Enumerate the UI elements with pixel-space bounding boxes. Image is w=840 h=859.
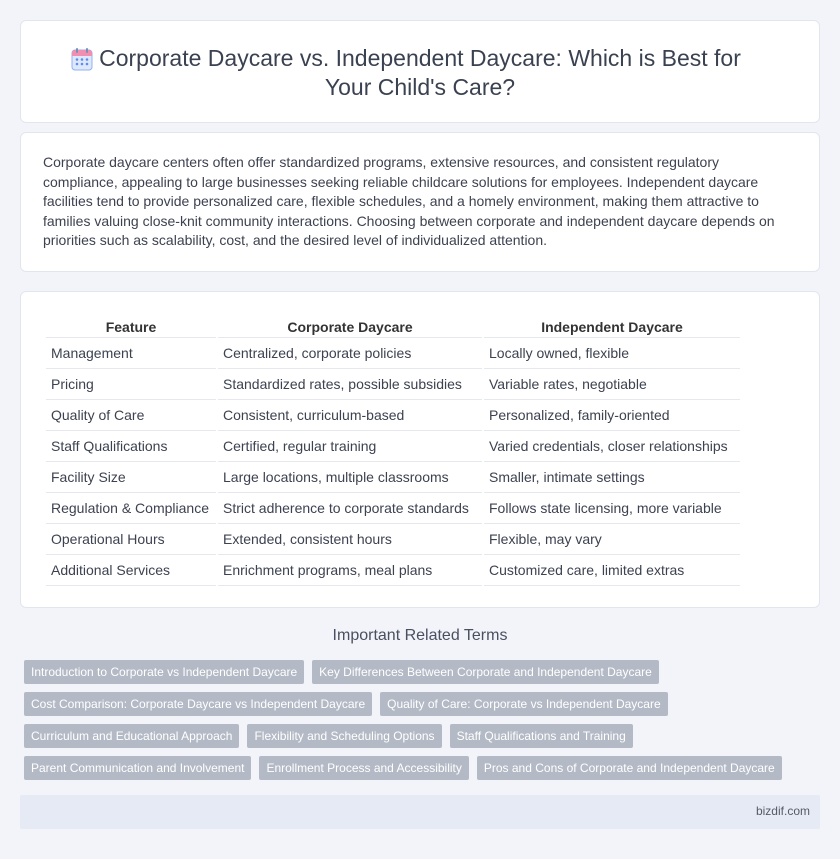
related-term-tag[interactable]: Enrollment Process and Accessibility (259, 756, 468, 780)
related-terms-tags (24, 660, 814, 788)
table-row (46, 524, 740, 555)
table-cell-independent: Follows state licensing, more variable (484, 493, 740, 524)
related-term-tag[interactable]: Curriculum and Educational Approach (24, 724, 239, 748)
table-cell-independent: Personalized, family-oriented (484, 400, 740, 431)
related-terms-heading: Important Related Terms (332, 627, 508, 644)
table-row (46, 400, 740, 431)
column-header-corporate: Corporate Daycare (218, 314, 482, 338)
table-cell-independent: Customized care, limited extras (484, 555, 740, 586)
table-row (46, 555, 740, 586)
table-cell-corporate: Strict adherence to corporate standards (218, 493, 482, 524)
comparison-table (44, 314, 742, 586)
header-card (20, 20, 820, 123)
related-term-tag[interactable]: Pros and Cons of Corporate and Independent Daycare (477, 756, 782, 780)
table-cell-corporate: Certified, regular training (218, 431, 482, 462)
related-term-tag[interactable]: Flexibility and Scheduling Options (247, 724, 441, 748)
table-cell-independent: Variable rates, negotiable (484, 369, 740, 400)
related-term-tag[interactable]: Cost Comparison: Corporate Daycare vs Independent Daycare (24, 692, 372, 716)
table-cell-independent: Locally owned, flexible (484, 338, 740, 369)
table-cell-feature: Additional Services (46, 555, 216, 586)
table-cell-independent: Flexible, may vary (484, 524, 740, 555)
table-header-row (46, 314, 740, 338)
related-term-tag[interactable]: Parent Communication and Involvement (24, 756, 251, 780)
related-term-tag[interactable]: Key Differences Between Corporate and Independent Daycare (312, 660, 659, 684)
table-cell-corporate: Large locations, multiple classrooms (218, 462, 482, 493)
table-row (46, 431, 740, 462)
column-header-feature: Feature (46, 314, 216, 338)
summary-card (20, 132, 820, 272)
table-cell-corporate: Centralized, corporate policies (218, 338, 482, 369)
table-row (46, 462, 740, 493)
table-cell-corporate: Consistent, curriculum-based (218, 400, 482, 431)
table-cell-feature: Management (46, 338, 216, 369)
table-row (46, 493, 740, 524)
related-term-tag[interactable]: Introduction to Corporate vs Independent Daycare (24, 660, 304, 684)
table-row (46, 369, 740, 400)
table-cell-corporate: Standardized rates, possible subsidies (218, 369, 482, 400)
column-header-independent: Independent Daycare (484, 314, 740, 338)
table-cell-independent: Varied credentials, closer relationships (484, 431, 740, 462)
summary-text: Corporate daycare centers often offer standardized programs, extensive resources, and consistent regulatory compliance, appealing to large businesses seeking reliable childcare solutions for employees. Independent daycare facilities tend to provide personalized care, flexible schedules, and a homely environment, making them attractive to families valuing close-knit community interactions. Choosing between corporate and independent daycare depends on priorities such as scalability, cost, and the desired level of individualized attention. (43, 154, 775, 249)
comparison-table-card (20, 291, 820, 608)
table-cell-corporate: Enrichment programs, meal plans (218, 555, 482, 586)
footer (20, 795, 820, 829)
table-cell-feature: Staff Qualifications (46, 431, 216, 462)
table-cell-feature: Facility Size (46, 462, 216, 493)
table-cell-feature: Operational Hours (46, 524, 216, 555)
related-term-tag[interactable]: Staff Qualifications and Training (450, 724, 633, 748)
page-title: Corporate Daycare vs. Independent Daycare: Which is Best for Your Child's Care? (99, 45, 741, 100)
table-cell-corporate: Extended, consistent hours (218, 524, 482, 555)
related-term-tag[interactable]: Quality of Care: Corporate vs Independent Daycare (380, 692, 667, 716)
table-row (46, 338, 740, 369)
table-cell-feature: Regulation & Compliance (46, 493, 216, 524)
table-cell-feature: Quality of Care (46, 400, 216, 431)
table-cell-feature: Pricing (46, 369, 216, 400)
footer-site-name[interactable]: bizdif.com (755, 804, 810, 818)
table-cell-independent: Smaller, intimate settings (484, 462, 740, 493)
